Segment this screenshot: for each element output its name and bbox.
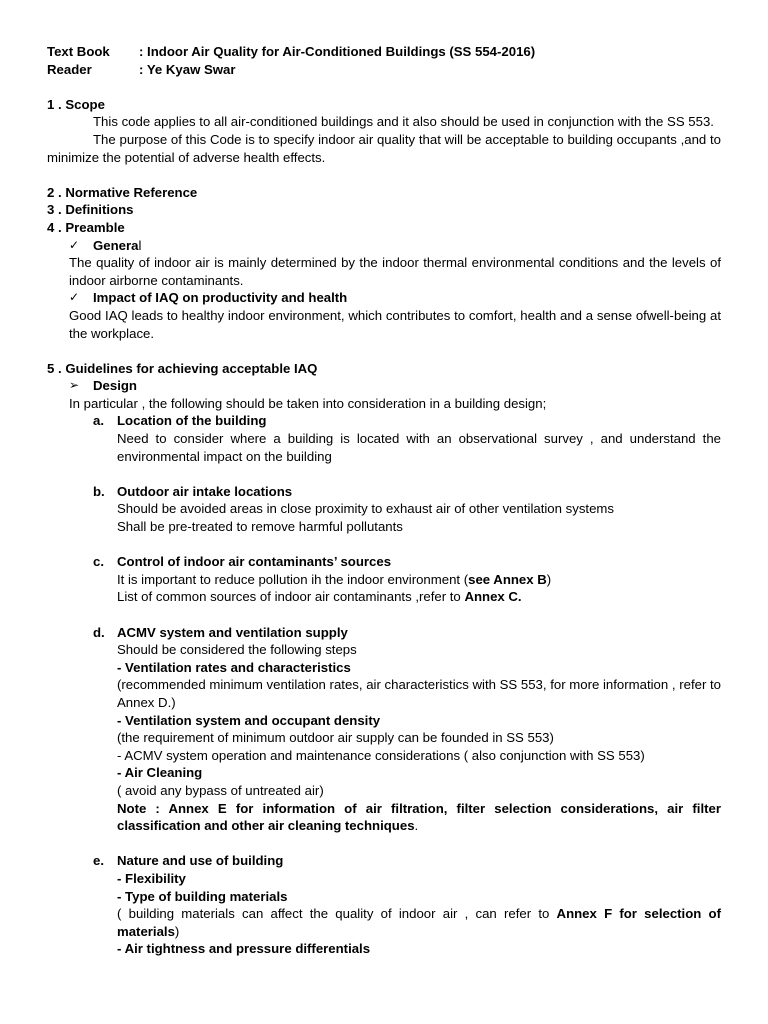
reader-row [47, 61, 721, 79]
section-normative-title: 2 . Normative Reference [47, 184, 198, 200]
item-c [93, 553, 721, 606]
item-a [93, 412, 721, 465]
ventilation-system-text: (the requirement of minimum outdoor air supply can be founded in SS 553) [117, 730, 554, 746]
item-e [93, 852, 721, 958]
item-e-title: Nature and use of building [117, 853, 284, 869]
item-b [93, 483, 721, 536]
annex-f-ref: Annex F for selection of materials [117, 906, 721, 939]
section-scope-title: 1 . Scope [47, 96, 105, 112]
impact-item [69, 289, 721, 307]
air-cleaning-title: - Air Cleaning [117, 765, 203, 781]
annex-e-note: Note : Annex E for information of air filtration, filter selection considerations, air filter classification and other air cleaning techniques. [117, 800, 721, 834]
item-c-title: Control of indoor air contaminants’ sources [117, 554, 392, 570]
item-b-label: b. [93, 483, 105, 499]
design-title: Design [93, 378, 137, 394]
item-b-line2: Shall be pre-treated to remove harmful pollutants [117, 519, 403, 535]
design-item [69, 377, 721, 395]
flexibility-title: - Flexibility [117, 870, 186, 886]
general-text: The quality of indoor air is mainly determined by the indoor thermal environmental conditions and the levels of indoor airborne contaminants. [69, 255, 721, 288]
general-title-bold: Genera [93, 237, 139, 253]
reader-value: : Ye Kyaw Swar [139, 61, 236, 77]
item-c-line2: List of common sources of indoor air contaminants ,refer to Annex C. [117, 589, 522, 605]
general-item [69, 237, 721, 255]
annex-b-ref: see Annex B [468, 571, 547, 587]
item-a-title: Location of the building [117, 413, 267, 429]
item-c-label: c. [93, 554, 104, 570]
section-definitions-title: 3 . Definitions [47, 202, 134, 218]
air-cleaning-text: ( avoid any bypass of untreated air) [117, 782, 324, 798]
building-materials-title: - Type of building materials [117, 888, 288, 904]
document-content [47, 43, 721, 958]
checkmark-icon: ✓ [69, 237, 80, 252]
item-d-intro: Should be considered the following steps [117, 642, 357, 658]
arrow-bullet-icon: ➢ [69, 378, 80, 393]
scope-paragraph-1: This code applies to all air-conditioned buildings and it also should be used in conjunction with the SS 553. [93, 114, 714, 130]
acmv-text: - ACMV system operation and maintenance considerations ( also conjunction with SS 553) [117, 747, 645, 763]
item-b-title: Outdoor air intake locations [117, 483, 293, 499]
item-d-title: ACMV system and ventilation supply [117, 624, 348, 640]
item-d [93, 624, 721, 835]
item-d-label: d. [93, 624, 105, 640]
ventilation-rates-title: - Ventilation rates and characteristics [117, 659, 351, 675]
reader-label: Reader [47, 61, 92, 77]
item-c-line1: It is important to reduce pollution ih the indoor environment (see Annex B) [117, 571, 552, 587]
building-materials-text: ( building materials can affect the quality of indoor air , can refer to Annex F for selection of materials) [117, 906, 721, 939]
textbook-value: : Indoor Air Quality for Air-Conditioned Buildings (SS 554-2016) [139, 44, 536, 59]
item-e-label: e. [93, 853, 104, 869]
air-tightness-title: - Air tightness and pressure differentials [117, 941, 371, 957]
ventilation-rates-text: (recommended minimum ventilation rates, air characteristics with SS 553, for more information , refer to Annex D.) [117, 677, 721, 710]
item-b-line1: Should be avoided areas in close proximity to exhaust air of other ventilation systems [117, 501, 614, 517]
item-a-text: Need to consider where a building is located with an observational survey , and understand the environmental impact on the building [117, 431, 721, 464]
design-intro: In particular , the following should be taken into consideration in a building design; [69, 395, 547, 411]
impact-title: Impact of IAQ on productivity and health [93, 290, 348, 306]
scope-paragraph-2: The purpose of this Code is to specify indoor air quality that will be acceptable to building occupants ,and to minimize the potential of adverse health effects. [47, 131, 721, 165]
ventilation-system-title: - Ventilation system and occupant density [117, 712, 381, 728]
textbook-label: Text Book [47, 44, 110, 59]
checkmark-icon: ✓ [69, 290, 80, 305]
impact-text: Good IAQ leads to healthy indoor environment, which contributes to comfort, health and a sense ofwell-being at the workplace. [69, 307, 721, 341]
annex-c-ref: Annex C. [464, 589, 522, 605]
general-title-plain: l [138, 237, 142, 253]
section-preamble-title: 4 . Preamble [47, 219, 125, 235]
textbook-row [47, 43, 721, 61]
section-guidelines-title: 5 . Guidelines for achieving acceptable IAQ [47, 360, 318, 376]
item-a-label: a. [93, 413, 104, 429]
